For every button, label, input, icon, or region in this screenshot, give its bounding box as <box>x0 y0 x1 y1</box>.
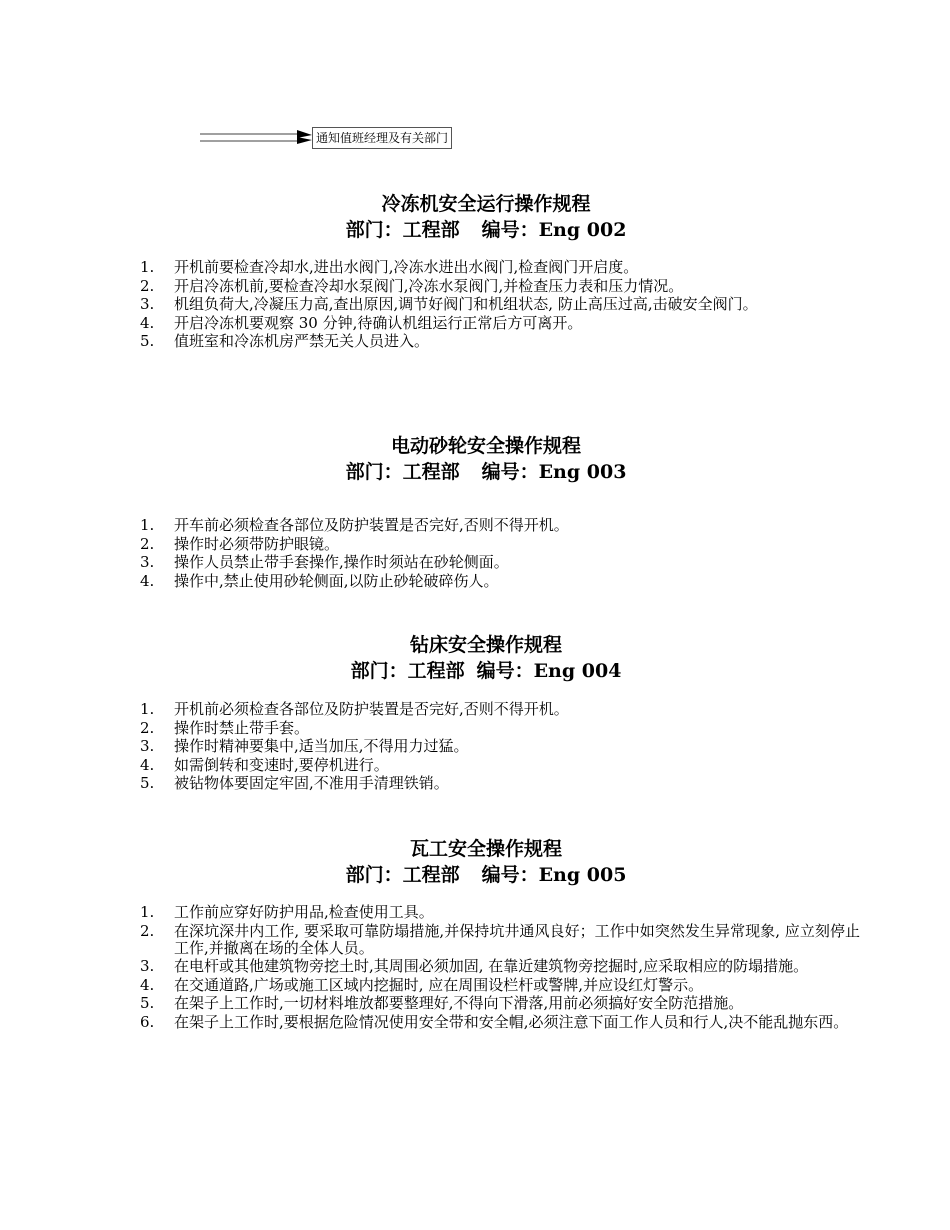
list-item: 1. 开机前必须检查各部位及防护装置是否完好,否则不得开机。 <box>140 700 569 718</box>
list-item: 3. 机组负荷大,冷凝压力高,查出原因,调节好阀门和机组状态, 防止高压过高,击破安全阀门。 <box>140 295 758 313</box>
list-item: 5. 在架子上工作时,一切材料堆放都要整理好,不得向下滑落,用前必须搞好安全防范措施。 <box>140 994 744 1012</box>
list-item: 3. 操作人员禁止带手套操作,操作时须站在砂轮侧面。 <box>140 553 509 571</box>
section-subtitle <box>22 217 950 243</box>
section-title: 瓦工安全操作规程 <box>409 838 562 860</box>
list-item: 6. 在架子上工作时,要根据危险情况使用安全带和安全帽,必须注意下面工作人员和行人,决不能乱抛东西。 <box>140 1012 849 1031</box>
list-item: 3. 操作时精神要集中,适当加压,不得用力过猛。 <box>140 737 469 755</box>
list-item: 4. 在交通道路,广场或施工区域内挖掘时, 应在周围设栏杆或警牌,并应设红灯警示。 <box>140 975 704 994</box>
section-subtitle <box>22 658 950 684</box>
list-item: 4. 开启冷冻机要观察 30 分钟,待确认机组运行正常后方可离开。 <box>140 313 583 332</box>
dept-label: 部门：工程部 <box>350 660 465 682</box>
flow-arrow-lines <box>200 127 312 151</box>
section-eng-005 <box>0 836 950 888</box>
arrow-head-icon <box>297 130 312 138</box>
list-item: 5. 值班室和冷冻机房严禁无关人员进入。 <box>140 332 430 350</box>
list-item: 4. 操作中,禁止使用砂轮侧面,以防止砂轮破碎伤人。 <box>140 571 499 590</box>
code-label: 编号：Eng 003 <box>481 461 627 483</box>
code-label: 编号：Eng 005 <box>481 864 627 886</box>
section-subtitle <box>22 862 950 888</box>
section-eng-004 <box>0 632 950 684</box>
list-item: 4. 如需倒转和变速时,要停机进行。 <box>140 755 389 774</box>
list-item: 1. 开机前要检查冷却水,进出水阀门,冷冻水进出水阀门,检查阀门开启度。 <box>140 258 639 276</box>
list-item: 2. 开启冷冻机前,要检查冷却水泵阀门,冷冻水泵阀门,并检查压力表和压力情况。 <box>140 276 684 295</box>
rule-list-eng-004 <box>140 701 860 794</box>
list-item: 2. 操作时必须带防护眼镜。 <box>140 534 340 553</box>
section-subtitle <box>22 459 950 485</box>
section-title: 电动砂轮安全操作规程 <box>390 435 581 457</box>
rule-list-eng-005 <box>140 904 860 1032</box>
flowchart-fragment <box>200 127 480 151</box>
list-item: 1. 开车前必须检查各部位及防护装置是否完好,否则不得开机。 <box>140 516 569 534</box>
dept-label: 部门：工程部 <box>345 461 460 483</box>
dept-label: 部门：工程部 <box>345 864 460 886</box>
list-item: 3. 在电杆或其他建筑物旁挖土时,其周围必须加固, 在靠近建筑物旁挖掘时,应采取相应的防塌措施。 <box>140 957 809 975</box>
code-label: 编号：Eng 002 <box>481 219 627 241</box>
list-item: 2. 操作时禁止带手套。 <box>140 718 310 737</box>
rule-list-eng-003 <box>140 517 860 591</box>
list-item: 2. 在深坑深井内工作, 要采取可靠防塌措施,并保持坑井通风良好；工作中如突然发生异常现象, 应立刻停止工作,并撤离在场的全体人员。 <box>140 921 860 957</box>
section-eng-003 <box>0 433 950 485</box>
flow-box-notify: 通知值班经理及有关部门 <box>312 127 452 149</box>
list-item: 1. 工作前应穿好防护用品,检查使用工具。 <box>140 903 434 921</box>
section-eng-002 <box>0 191 950 243</box>
rule-list-eng-002 <box>140 259 860 352</box>
section-title: 冷冻机安全运行操作规程 <box>381 193 591 215</box>
arrow-head-icon <box>297 137 312 144</box>
list-item: 5. 被钻物体要固定牢固,不准用手清理铁销。 <box>140 774 449 792</box>
section-title: 钻床安全操作规程 <box>409 634 562 656</box>
code-label: 编号：Eng 004 <box>476 660 622 682</box>
dept-label: 部门：工程部 <box>345 219 460 241</box>
